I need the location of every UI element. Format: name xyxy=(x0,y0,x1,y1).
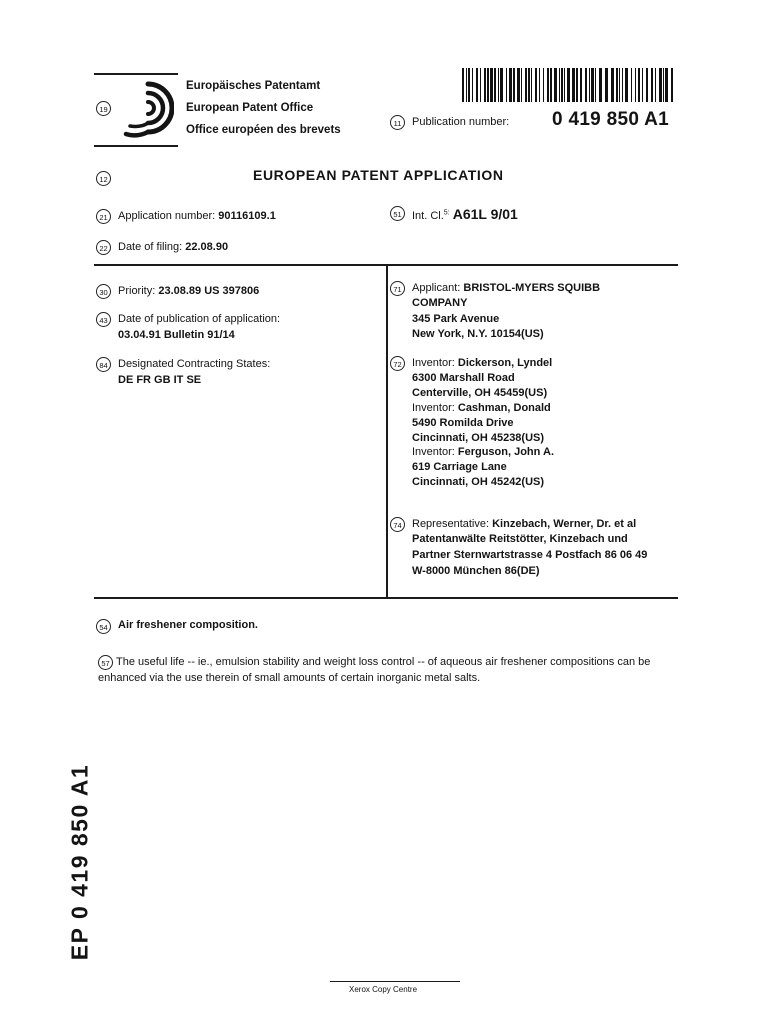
filing-date-label: Date of filing: xyxy=(118,241,183,253)
publication-number-label: Publication number: xyxy=(412,116,510,128)
barcode-stripe xyxy=(484,68,486,102)
barcode-stripe xyxy=(572,68,575,102)
code-72: 72 xyxy=(390,356,405,371)
invention-title: Air freshener composition. xyxy=(118,619,258,631)
inventor-1-label: Inventor: xyxy=(412,357,455,369)
barcode-stripe xyxy=(517,68,520,102)
code-84: 84 xyxy=(96,357,111,372)
barcode-stripe xyxy=(671,68,673,102)
barcode-stripe xyxy=(638,68,640,102)
barcode-stripe xyxy=(564,68,565,102)
footer-rule xyxy=(330,981,460,982)
barcode-stripe xyxy=(468,68,470,102)
applicant-line-4: New York, N.Y. 10154(US) xyxy=(412,328,544,340)
barcode-stripe xyxy=(576,68,578,102)
barcode-stripe xyxy=(605,68,608,102)
barcode-stripe xyxy=(535,68,537,102)
code-21: 21 xyxy=(96,209,111,224)
barcode-stripe xyxy=(619,68,620,102)
code-11: 11 xyxy=(390,115,405,130)
applicant-line-3: 345 Park Avenue xyxy=(412,313,500,325)
barcode-stripe xyxy=(599,68,602,102)
designated-states-value: DE FR GB IT SE xyxy=(118,374,202,386)
barcode-stripe xyxy=(554,68,557,102)
priority xyxy=(118,285,259,297)
code-51: 51 xyxy=(390,206,405,221)
code-43: 43 xyxy=(96,312,111,327)
barcode-stripe xyxy=(462,68,464,102)
inventor-2-address-1: 5490 Romilda Drive xyxy=(412,417,514,429)
inventor-2-address-2: Cincinnati, OH 45238(US) xyxy=(412,432,545,444)
publication-date-label: Date of publication of application: xyxy=(118,313,281,325)
inventor-3-address-2: Cincinnati, OH 45242(US) xyxy=(412,476,545,488)
barcode-stripe xyxy=(622,68,623,102)
barcode-stripe xyxy=(472,68,473,102)
barcode-stripe xyxy=(616,68,618,102)
barcode-stripe xyxy=(665,68,668,102)
inventor-1 xyxy=(412,357,552,369)
inventor-1-address-2: Centerville, OH 45459(US) xyxy=(412,387,548,399)
priority-label: Priority: xyxy=(118,285,156,297)
barcode-stripe xyxy=(500,68,503,102)
publication-date-value: 03.04.91 Bulletin 91/14 xyxy=(118,329,235,341)
barcode-stripe xyxy=(625,68,628,102)
designated-states-label: Designated Contracting States: xyxy=(118,358,271,370)
office-name-en: European Patent Office xyxy=(186,102,314,114)
barcode-stripe xyxy=(531,68,532,102)
code-30: 30 xyxy=(96,284,111,299)
barcode-stripe xyxy=(509,68,512,102)
epo-logo-icon xyxy=(118,76,174,142)
inventor-3-label: Inventor: xyxy=(412,446,455,458)
barcode-stripe xyxy=(521,68,522,102)
inventor-2-label: Inventor: xyxy=(412,402,455,414)
abstract xyxy=(98,654,678,686)
code-71: 71 xyxy=(390,281,405,296)
footer-text: Xerox Copy Centre xyxy=(349,985,418,994)
barcode-stripe xyxy=(611,68,614,102)
barcode-stripe xyxy=(506,68,507,102)
barcode-stripe xyxy=(635,68,636,102)
inventor-2 xyxy=(412,402,551,414)
representative-line-3: Partner Sternwartstrasse 4 Postfach 86 06 49 xyxy=(412,549,648,561)
inventor-1-address-1: 6300 Marshall Road xyxy=(412,372,515,384)
barcode-stripe xyxy=(646,68,648,102)
inventor-3 xyxy=(412,446,554,458)
inventor-2-name: Cashman, Donald xyxy=(457,402,551,414)
int-cl-label: Int. Cl. xyxy=(412,210,444,222)
barcode-stripe xyxy=(513,68,515,102)
inventor-1-name: Dickerson, Lyndel xyxy=(457,357,553,369)
code-12: 12 xyxy=(96,171,111,186)
barcode-stripe xyxy=(659,68,662,102)
applicant-line-1: BRISTOL-MYERS SQUIBB xyxy=(463,282,601,294)
barcode-stripe xyxy=(567,68,570,102)
barcode-stripe xyxy=(550,68,552,102)
section-divider xyxy=(386,264,388,598)
inventor-3-name: Ferguson, John A. xyxy=(457,446,555,458)
barcode-stripe xyxy=(559,68,560,102)
barcode-stripe xyxy=(487,68,489,102)
application-number-value: 90116109.1 xyxy=(218,210,276,222)
applicant-line-2: COMPANY xyxy=(412,297,468,309)
barcode-stripe xyxy=(591,68,594,102)
barcode-stripe xyxy=(525,68,527,102)
document-type: EUROPEAN PATENT APPLICATION xyxy=(253,167,504,183)
barcode-stripe xyxy=(528,68,530,102)
barcode-stripe xyxy=(561,68,563,102)
barcode-stripe xyxy=(539,68,540,102)
barcode-stripe xyxy=(589,68,590,102)
barcode-stripe xyxy=(580,68,582,102)
barcode-stripe xyxy=(651,68,653,102)
applicant-name xyxy=(412,282,600,294)
representative-line-2: Patentanwälte Reitstötter, Kinzebach und xyxy=(412,533,628,545)
barcode-stripe xyxy=(494,68,496,102)
barcode-stripe xyxy=(547,68,549,102)
int-cl xyxy=(412,206,518,222)
representative-label: Representative: xyxy=(412,518,490,530)
barcode-stripe xyxy=(543,68,544,102)
code-22: 22 xyxy=(96,240,111,255)
barcode-stripe xyxy=(498,68,499,102)
publication-number: 0 419 850 A1 xyxy=(552,109,669,130)
int-cl-value: A61L 9/01 xyxy=(452,206,518,222)
barcode-stripe xyxy=(476,68,478,102)
representative-line-4: W-8000 München 86(DE) xyxy=(412,565,540,577)
barcode-stripe xyxy=(642,68,643,102)
barcode-stripe xyxy=(490,68,493,102)
header-rule-top xyxy=(94,73,178,75)
int-cl-superscript: 5: xyxy=(443,209,450,217)
inventor-3-address-1: 619 Carriage Lane xyxy=(412,461,507,473)
code-54: 54 xyxy=(96,619,111,634)
abstract-text: The useful life -- ie., emulsion stability and weight loss control -- of aqueous air freshener compositions can be enhanced via the use therein of small amounts of certain inorganic metal salts. xyxy=(98,656,651,684)
filing-date xyxy=(118,241,228,253)
code-74: 74 xyxy=(390,517,405,532)
code-57: 57 xyxy=(98,655,113,670)
application-number xyxy=(118,210,276,222)
barcode-stripe xyxy=(663,68,664,102)
applicant-label: Applicant: xyxy=(412,282,461,294)
header-rule-bottom xyxy=(94,145,178,147)
representative-line-1: Kinzebach, Werner, Dr. et al xyxy=(492,518,637,530)
barcode-stripe xyxy=(585,68,587,102)
barcode xyxy=(462,68,676,102)
office-name-fr: Office européen des brevets xyxy=(186,124,341,136)
filing-date-value: 22.08.90 xyxy=(185,241,229,253)
section-rule-bottom xyxy=(94,597,678,599)
side-publication-label: EP 0 419 850 A1 xyxy=(66,763,93,961)
barcode-stripe xyxy=(480,68,481,102)
office-name-de: Europäisches Patentamt xyxy=(186,80,321,92)
representative-name xyxy=(412,518,636,530)
barcode-stripe xyxy=(595,68,596,102)
priority-value: 23.08.89 US 397806 xyxy=(158,285,260,297)
code-19: 19 xyxy=(96,101,111,116)
barcode-stripe xyxy=(631,68,632,102)
barcode-stripe xyxy=(655,68,656,102)
barcode-stripe xyxy=(466,68,467,102)
application-number-label: Application number: xyxy=(118,210,216,222)
